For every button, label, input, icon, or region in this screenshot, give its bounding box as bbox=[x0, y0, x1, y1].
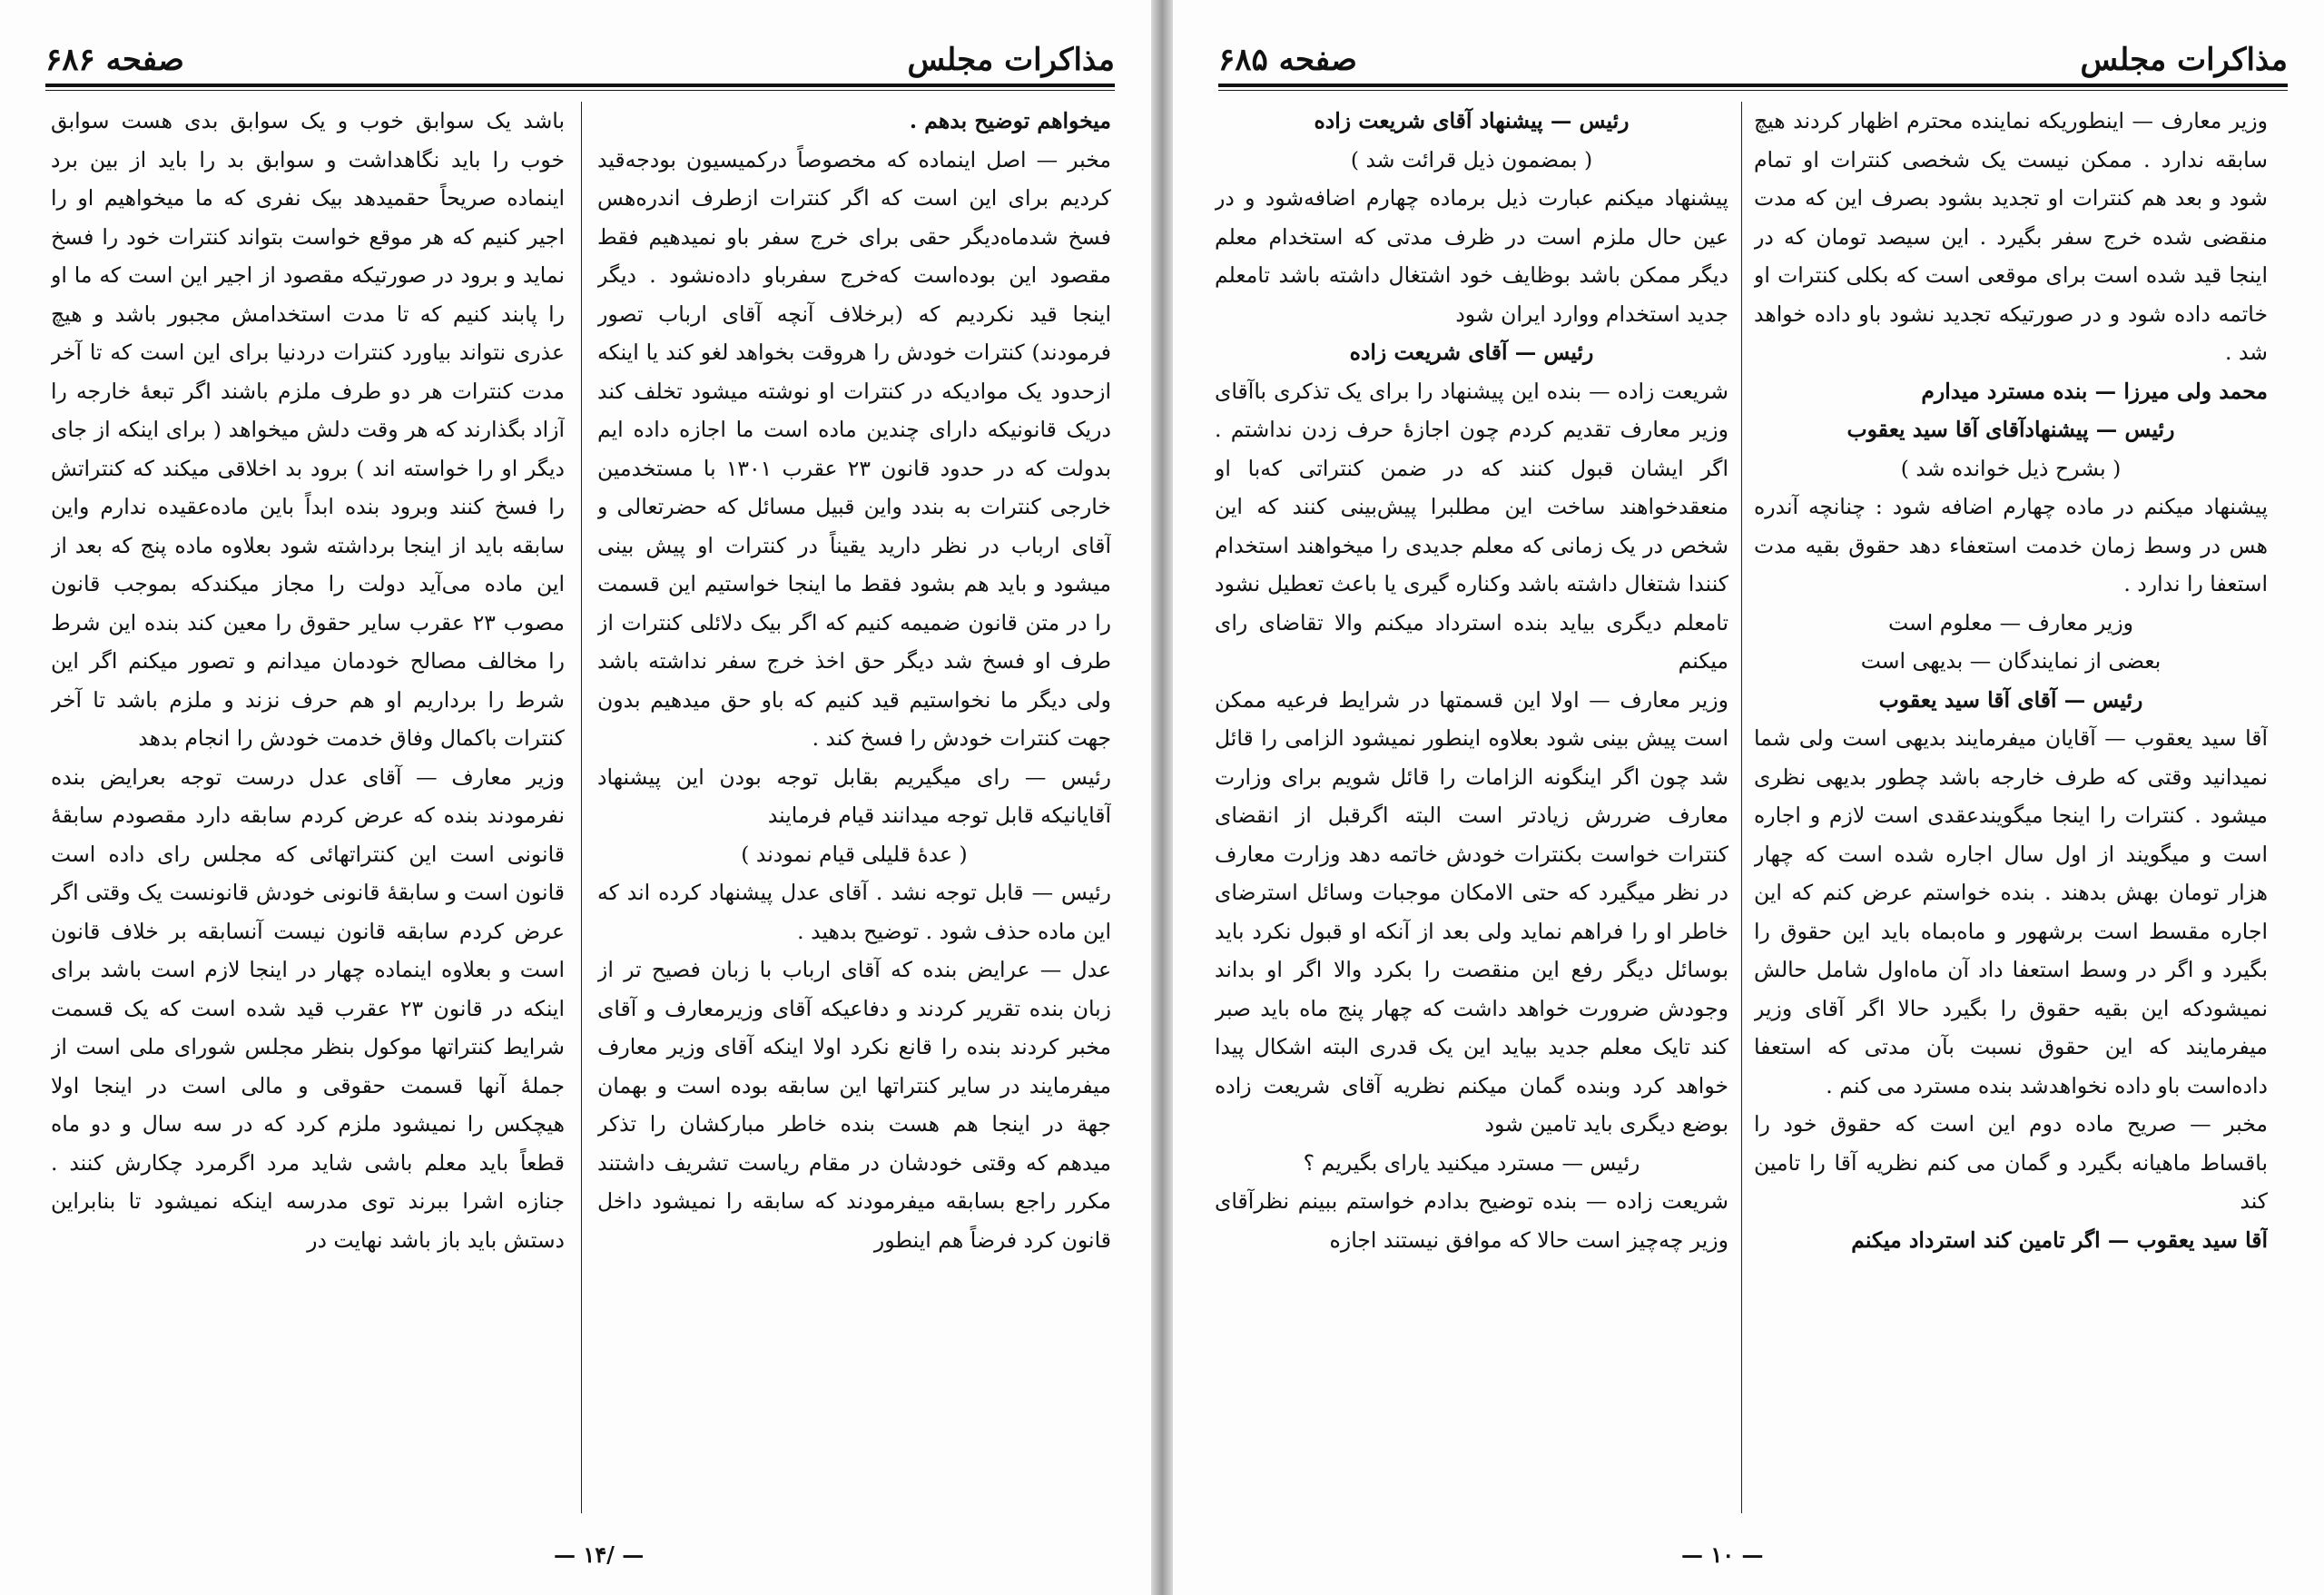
page-number: صفحه ۶۸۶ bbox=[45, 42, 184, 78]
paragraph: وزیر معارف — اولا این قسمتها در شرایط فرعیه ممکن است پیش بینی شود بعلاوه اینطور نمیشود الزامی را قائل شد چون اگر اینگونه الزامات را قائل شویم برای وزارت معارف ضررش زیادتر است البته اگرقبل از انقضای کنترات خواست بکنترات خودش خاتمه دهد وزارت معارف در نظر میگیرد که حتی الامکان موجبات وسائل استرضای خاطر او را فراهم نماید ولی بعد از آنکه او قبول نکرد باید بوسائل دیگر رفع این منقصت را بکرد والا اگر او بداند وجودش ضرورت خواهد داشت که چهار پنج ماه باید صبر کند تایک معلم جدید بیاید این یک قدری البته اشکال پیدا خواهد کرد وبنده گمان میکنم نظریه آقای شریعت زاده بوضع دیگری باید تامین شود bbox=[1215, 686, 1728, 1137]
paragraph: پیشنهاد میکنم در ماده چهارم اضافه شود : چنانچه آندره هس در وسط زمان خدمت استعفاء دهد حقوق بقیه مدت استعفا را ندارد . bbox=[1754, 494, 2268, 596]
paragraph: شریعت زاده — بنده این پیشنهاد را برای یک تذکری باآقای وزیر معارف تقدیم کردم چون اجازهٔ حرف زدن نداشتم . اگر ایشان قبول کنند که در ضمن کنتراتی که‌با او منعقدخواهند ساخت این مطلبرا پیش‌بینی کنند که این شخص در یک زمانی که معلم جدیدی را میخواهند استخدام کنندا شتغال داشته باشد وکناره گیری یا باعث تعطیل نشود تامعلم دیگری بیاید بنده استرداد میکنم والا تقاضای رای میکنم bbox=[1215, 378, 1728, 674]
paragraph: عدل — عرایض بنده که آقای ارباب با زبان فصیح تر از زبان بنده تقریر کردند و دفاعیکه آقای وزیرمعارف و آقای مخبر کردند بنده را قانع نکرد اولا اینکه آقای وزیر معارف میفرمایند در سایر کنتراتها این سابقه بوده است و بهمان جهة در اینجا هم هست بنده خاطر مبارکشان را تذکر میدهم که وقتی خودشان در مقام ریاست تشریف داشتند مکرر راجع بسابقه میفرمودند که سابقه را نمیشود داخل قانون کرد فرضاً هم اینطور bbox=[597, 957, 1111, 1253]
left-page bbox=[0, 0, 1151, 1595]
header-rule bbox=[45, 84, 1115, 87]
speaker-line: رئیس — آقای شریعت زاده bbox=[1349, 340, 1594, 365]
page-number: صفحه ۶۸۵ bbox=[1218, 42, 1357, 78]
note-line: ( بمضمون ذیل قرائت شد ) bbox=[1350, 146, 1593, 172]
paragraph: آقا سید یعقوب — آقایان میفرمایند بدیهی است ولی شما نمیدانید وقتی که طرف خارجه باشد چطور بدیهی نظری میشود . کنترات را اینجا میگویند‌عقدی است لازم و اجاره است و میگویند از اول سال اجاره شده است که چهار هزار تومان بهش بدهند . بنده خواستم عرض کنم که این اجاره مقسط است برشهور و ماه‌بماه باید این حقوق را بگیرد و اگر در وسط استعفا داد آن ماه‌اول شامل حالش نمیشودکه این بقیه حقوق را بگیرد حالا اگر آقای وزیر میفرمایند که این حقوق نسبت بآن مدتی که استعفا داده‌است باو داده نخواهدشد بنده مسترد می کنم . bbox=[1754, 725, 2268, 1098]
right-page bbox=[1173, 0, 2324, 1595]
speaker-line: رئیس — آقای آقا سید یعقوب bbox=[1878, 686, 2143, 713]
note-line: ( عدهٔ قلیلی قیام نمودند ) bbox=[741, 841, 968, 867]
paragraph: وزیر معارف — اینطوریکه نماینده محترم اظهار کردند هیچ سابقه ندارد . ممکن نیست یک شخصی کنترات او تمام شود و بعد هم کنترات او تجدید بشود بصرف این که مدت منقضی شده خرج سفر بگیرد . این سیصد تومان که در اینجا قید شده است برای موقعی است که بکلی کنترات او خاتمه داده شود و در صورتیکه تجدید نشود باو داده خواهد شد . bbox=[1754, 108, 2268, 365]
page-header bbox=[1218, 34, 2288, 78]
speaker-line: بعضی از نمایندگان — بدیهی است bbox=[1860, 648, 2162, 674]
paragraph: باشد یک سوابق خوب و یک سوابق بدی هست سوابق خوب را باید نگاهداشت و سوابق بد را باید از بین برد اینماده صریحاً حقمیدهد بیک نفری که ما میخواهیم او را اجیر کنیم که هر موقع خواست بتواند کنترات خود را فسخ نماید و برود در صورتیکه مقصود از اجیر این است که ما او را پابند کنیم که تا مدت استخدامش مجبور باشد و هیچ عذری نتواند بیاورد کنترات دردنیا برای این است که تا آخر مدت کنترات هر دو طرف ملزم باشند اگر تبعهٔ خارجه را آزاد بگذارند که هر وقت دلش میخواهد ( برای اینکه از جای دیگر او را خواسته اند ) برود بد اخلاقی میکند که کنتراتش را فسخ کنند وبرود بنده ابداً باین ماده‌عقیده ندارم واین سابقه باید از اینجا برداشته شود بعلاوه ماده پنج که بعد از این ماده می‌آید دولت را مجاز میکندکه بموجب قانون مصوب ۲۳ عقرب سایر حقوق را معین کند بنده این شرط را مخالف مصالح خودمان میدانم و تصور میکنم اگر این شرط را برداریم او هم حرف نزند و ملزم باشد تا آخر کنترات باکمال وفاق خدمت خودش را انجام بدهد bbox=[51, 108, 565, 751]
page-footer: — ۱۴/ — bbox=[554, 1541, 645, 1568]
speaker-line: رئیس — پیشنهاد آقای شریعت زاده bbox=[1314, 108, 1630, 133]
paragraph: شریعت زاده — بنده توضیح بدادم خواستم ببینم نظرآقای وزیر چه‌چیز است حالا که موافق نیستند اجازه bbox=[1215, 1188, 1728, 1253]
paragraph: رئیس — قابل توجه نشد . آقای عدل پیشنهاد کرده اند که این ماده حذف شود . توضیح بدهید . bbox=[597, 880, 1111, 944]
header-rule bbox=[1218, 84, 2288, 87]
column-divider bbox=[1741, 102, 1742, 1513]
journal-title: مذاکرات مجلس bbox=[907, 42, 1115, 78]
book-gutter bbox=[1151, 0, 1173, 1595]
paragraph: آقا سید یعقوب — اگر تامین کند استرداد میکنم bbox=[1851, 1226, 2268, 1253]
speaker-line: وزیر معارف — معلوم است bbox=[1887, 609, 2134, 635]
paragraph: مخبر — صریح ماده دوم این است که حقوق خود را باقساط ماهیانه بگیرد و گمان می کنم نظریه آقا را تامین کند bbox=[1754, 1111, 2268, 1214]
speaker-line: محمد ولی میرزا — بنده مسترد میدارم bbox=[1921, 378, 2268, 404]
header-rule-thin bbox=[1218, 90, 2288, 91]
speaker-line: رئیس — پیشنهادآقای آقا سید یعقوب bbox=[1846, 417, 2175, 442]
paragraph: پیشنهاد میکنم عبارت ذیل برماده چهارم اضافه‌شود و در عین حال ملزم است در ظرف مدتی که استخدام معلم دیگر ممکن باشد بوظایف خود اشتغال داشته باشد تامعلم جدید استخدام ووارد ایران شود bbox=[1215, 185, 1728, 327]
journal-title: مذاکرات مجلس bbox=[2080, 42, 2288, 78]
page-footer: — ۱۰ — bbox=[1681, 1541, 1764, 1568]
left-column bbox=[1215, 102, 1728, 1521]
paragraph: میخواهم توضیح بدهم . bbox=[909, 108, 1111, 133]
column-divider bbox=[581, 102, 582, 1513]
header-rule-thin bbox=[45, 90, 1115, 91]
right-column bbox=[597, 102, 1111, 1521]
paragraph: رئیس — رای میگیریم بقابل توجه بودن این پیشنهاد آقایانیکه قابل توجه میدانند قیام فرمایند bbox=[597, 763, 1111, 828]
right-column bbox=[1754, 102, 2268, 1521]
paragraph: مخبر — اصل اینماده که مخصوصاً درکمیسیون بودجه‌قید کردیم برای این است که اگر کنترات ازطرف اندره‌هس فسخ شدماه‌دیگر حقی برای خرج سفر باو نمیدهیم فقط مقصود این بوده‌است که‌خرج سفربا‌و داده‌نشود . دیگر اینجا قید نکردیم که (برخلاف آنچه آقای ارباب تصور فرمودند) کنترات خودش را هروقت بخواهد لغو کند یا اینکه ازحدود یک موادیکه در کنترات او نوشته میشود تخلف کند دریک قانونیکه دارای چندین ماده است ما اجازه داده ایم بدولت که در حدود قانون ۲۳ عقرب ۱۳۰۱ با مستخدمین خارجی کنترات به بندد واین قبیل مسائل که حضرتعالی و آقای ارباب در نظر دارید یقیناً در کنترات او پیش بینی میشود و باید هم بشود فقط ما اینجا خواستیم این قسمت را در متن قانون ضمیمه کنیم که اگر بیک دلائلی کنترات از طرف او فسخ شد دیگر حق اخذ خرج سفر نداشته باشد ولی دیگر ما نخواستیم قید کنیم که باو حق میدهیم بدون جهت کنترات خودش را فسخ کند . bbox=[597, 146, 1111, 751]
left-column bbox=[51, 102, 565, 1521]
paragraph: وزیر معارف — آقای عدل درست توجه بعرایض بنده نفرمودند بنده که عرض کردم سابقه دارد مقصودم سابقهٔ قانونی است این کنتراتهائی که مجلس رای داده است قانون است و سابقهٔ قانونی خودش قانونست یک وقتی اگر عرض کردم سابقه قانون نیست آنسابقه بر خلاف قانون است و بعلاوه اینماده چهار در اینجا لازم است باشد برای اینکه در قانون ۲۳ عقرب قید شده است که یک قسمت شرایط کنتراتها موکول بنظر مجلس شورای ملی است از جملهٔ آنها قسمت حقوقی و مالی است در اینجا اولا هیچکس را نمیشود ملزم کرد که در سه سال و دو ماه قطعاً باید معلم باشی شاید مرد اگرمرد چکارش کنند . جنازه اشرا ببرند توی مدرسه اینکه نمیشود تا بنابراین دستش باید باز باشد نهایت در bbox=[51, 763, 565, 1253]
speaker-line: رئیس — مسترد میکنید یارای بگیریم ؟ bbox=[1303, 1149, 1640, 1176]
note-line: ( بشرح ذیل خوانده شد ) bbox=[1900, 455, 2122, 481]
page-header bbox=[45, 34, 1115, 78]
